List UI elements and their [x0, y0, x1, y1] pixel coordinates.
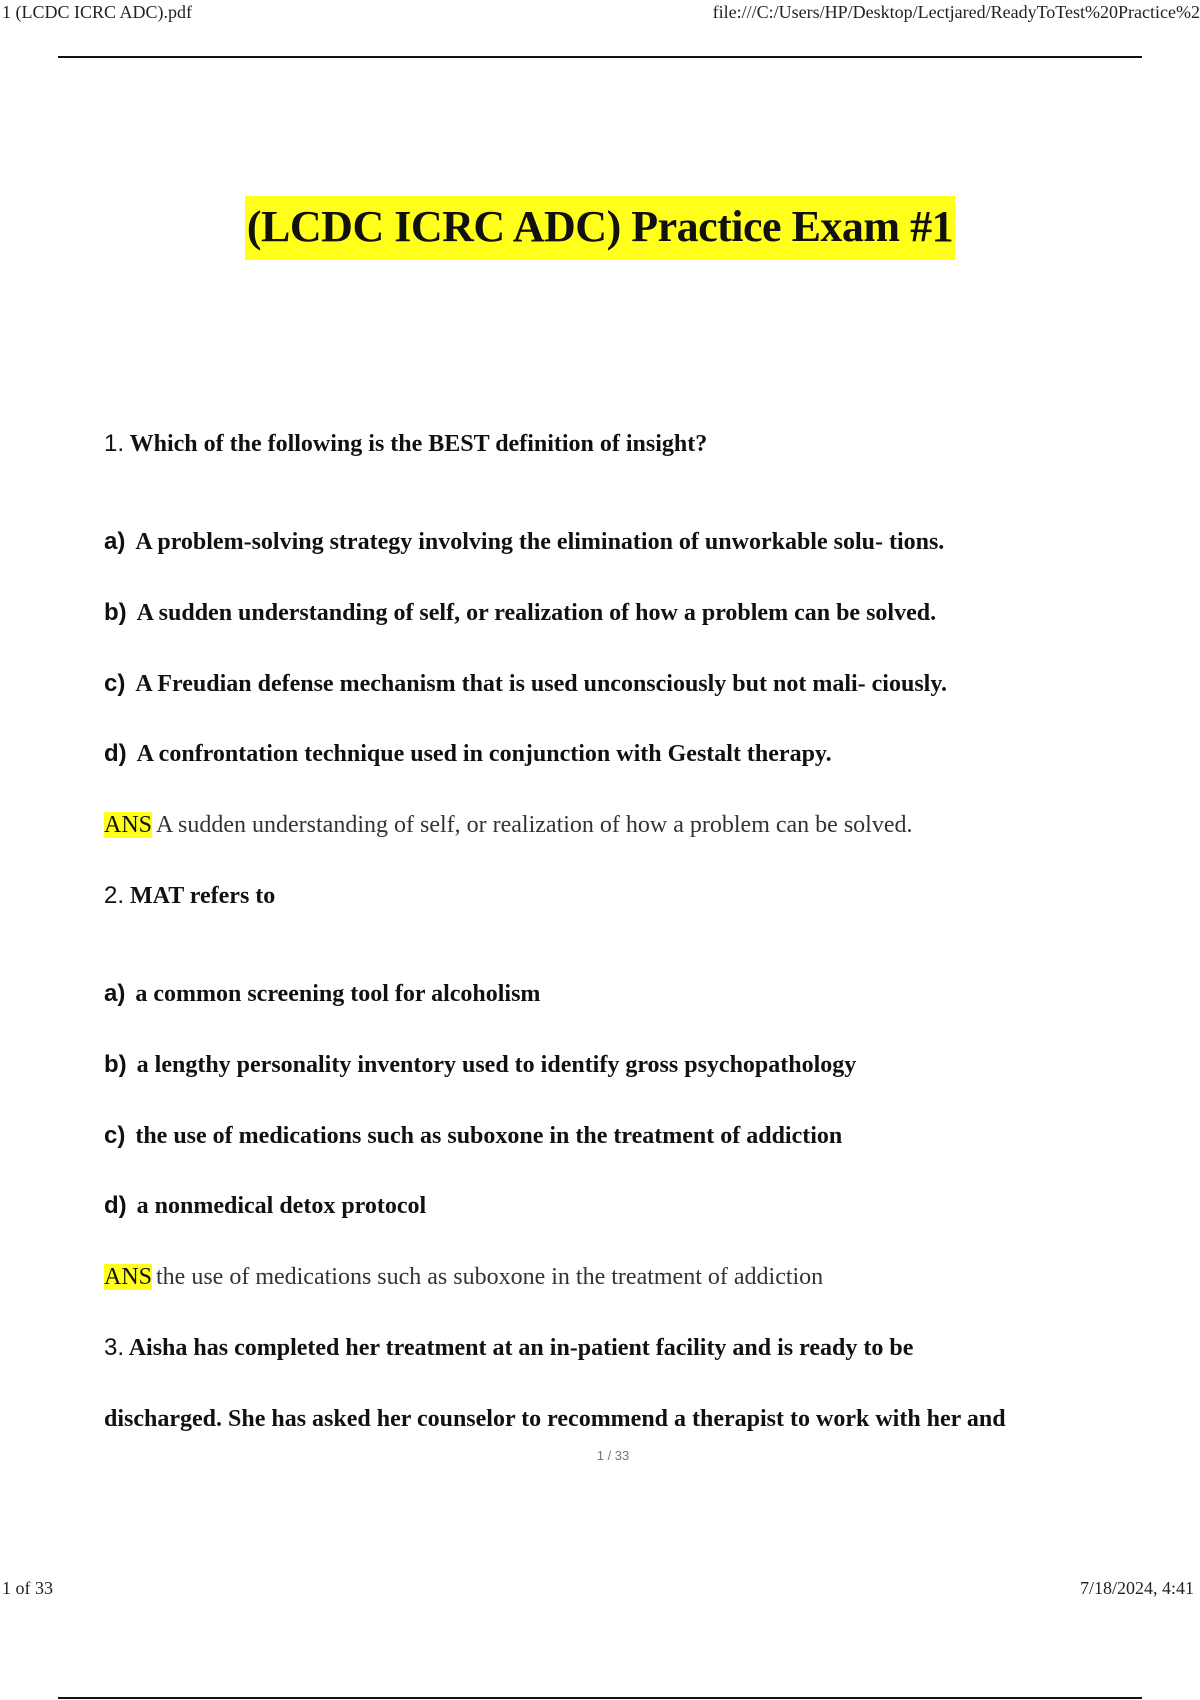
option-text: A confrontation technique used in conjunction with Gestalt therapy. [136, 741, 832, 767]
question-2 [104, 880, 275, 912]
answer-text: the use of medications such as suboxone in the treatment of addiction [156, 1264, 824, 1290]
option-text: the use of medications such as suboxone in the treatment of addiction [135, 1123, 843, 1149]
answer-1 [104, 809, 912, 841]
question-text: MAT refers to [130, 883, 276, 909]
print-footer-datetime: 7/18/2024, 4:41 [1079, 1578, 1194, 1598]
option-letter: c) [104, 1122, 126, 1149]
print-footer [0, 1578, 1200, 1604]
option-letter: b) [104, 599, 127, 626]
option-letter: a) [104, 528, 126, 555]
option-letter: d) [104, 1192, 127, 1219]
answer-2 [104, 1261, 823, 1293]
option-1d [104, 738, 832, 770]
option-text: A sudden understanding of self, or realization of how a problem can be solved. [136, 600, 937, 626]
question-number: 2. [104, 882, 125, 909]
option-1a [104, 526, 944, 558]
question-text: Which of the following is the BEST definition of insight? [129, 431, 708, 457]
footer-divider [58, 1697, 1142, 1699]
option-text: A Freudian defense mechanism that is used unconsciously but not mali- ciously. [135, 671, 948, 697]
title-block [0, 196, 1200, 260]
question-3 [104, 1332, 913, 1364]
option-text: a lengthy personality inventory used to identify gross psychopathology [136, 1052, 857, 1078]
question-number: 3. [104, 1334, 125, 1361]
question-1 [104, 428, 707, 460]
header-divider [58, 56, 1142, 58]
answer-tag: ANS [104, 1264, 153, 1290]
option-text: A problem-solving strategy involving the elimination of unworkable solu- tions. [135, 529, 945, 555]
print-header-doc-name: 1 (LCDC ICRC ADC).pdf [2, 2, 193, 22]
answer-text: A sudden understanding of self, or realization of how a problem can be solved. [156, 812, 913, 838]
option-text: a nonmedical detox protocol [136, 1193, 427, 1219]
option-2d [104, 1190, 426, 1222]
page-title: (LCDC ICRC ADC) Practice Exam #1 [245, 196, 955, 260]
page-indicator: 1 / 33 [596, 1448, 630, 1463]
option-1b [104, 597, 936, 629]
print-footer-page: 1 of 33 [2, 1578, 53, 1598]
option-2c [104, 1120, 842, 1152]
option-letter: d) [104, 740, 127, 767]
print-header [0, 0, 1200, 28]
option-letter: c) [104, 670, 126, 697]
question-number: 1. [104, 430, 125, 457]
question-text: discharged. She has asked her counselor to recommend a therapist to work with her and [104, 1406, 1006, 1432]
option-2b [104, 1049, 856, 1081]
answer-tag: ANS [104, 812, 153, 838]
question-3-continued [104, 1403, 1006, 1435]
option-1c [104, 668, 947, 700]
question-text: Aisha has completed her treatment at an in-patient facility and is ready to be [128, 1335, 914, 1361]
option-letter: a) [104, 980, 126, 1007]
option-2a [104, 978, 540, 1010]
print-header-file-path: file:///C:/Users/HP/Desktop/Lectjared/ReadyToTest%20Practice%2 [712, 2, 1200, 22]
option-text: a common screening tool for alcoholism [135, 981, 541, 1007]
option-letter: b) [104, 1051, 127, 1078]
